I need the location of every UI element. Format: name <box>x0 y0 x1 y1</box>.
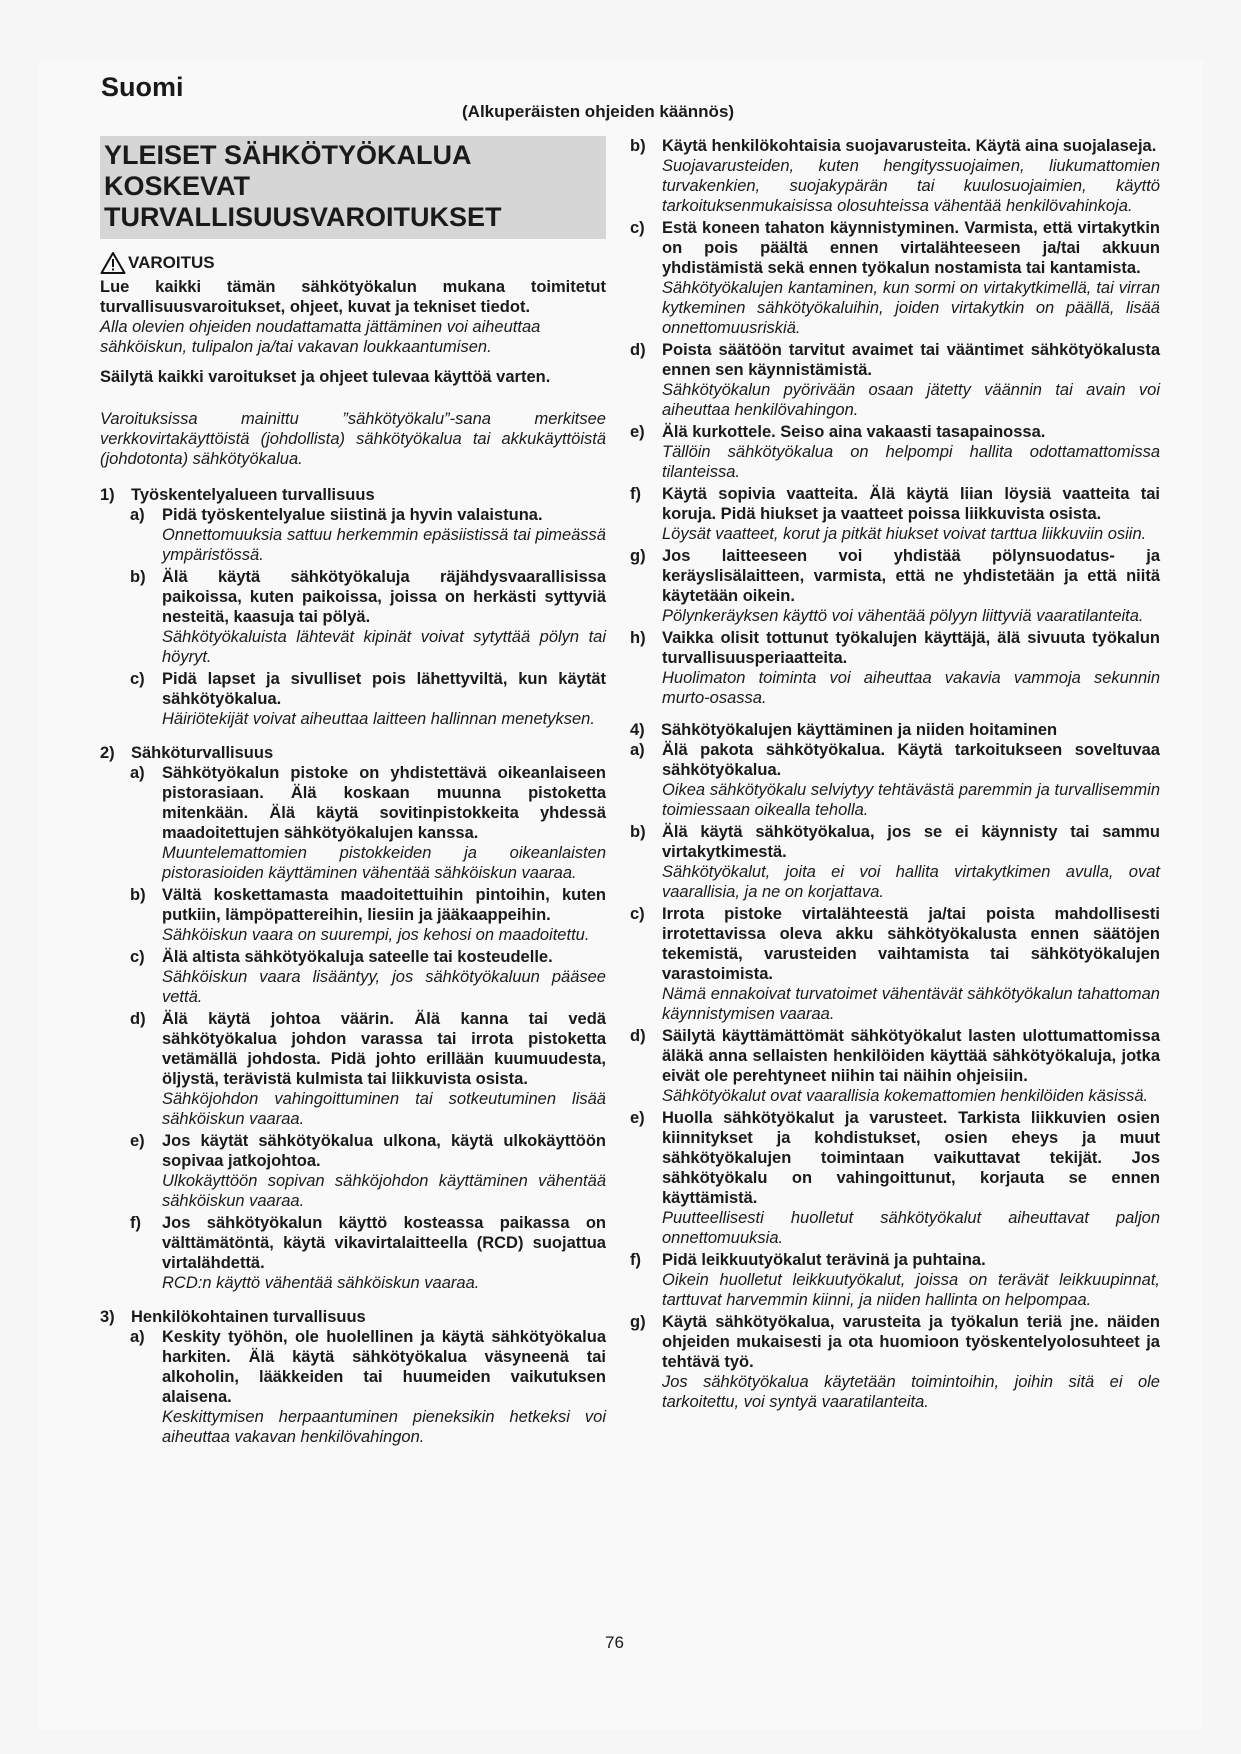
list-item <box>130 505 606 567</box>
item-body <box>162 1213 606 1295</box>
list-item <box>630 740 1160 822</box>
item-note: Sähköiskun vaara on suurempi, jos kehosi on maadoitettu. <box>162 926 590 944</box>
list-item <box>130 567 606 669</box>
item-note: Sähköiskun vaara lisääntyy, jos sähkötyökaluun pääsee vettä. <box>162 968 606 1006</box>
right-column <box>630 136 1160 1414</box>
item-note: Sähkötyökalujen kantaminen, kun sormi on virtakytkimellä, tai virran kytkeminen sähkötyökaluihin, joiden virtakytkin on päällä, lisää onnettomuusriskiä. <box>662 279 1160 337</box>
list-item <box>630 422 1160 484</box>
item-note: Tällöin sähkötyökalua on helpompi hallita odottamattomissa tilanteissa. <box>662 443 1160 481</box>
item-body <box>662 218 1160 340</box>
item-rule: Älä käytä sähkötyökaluja räjähdysvaarallisissa paikoissa, kuten paikoissa, joissa on herkästi syttyviä nesteitä, kaasuja tai pölyä. <box>162 568 606 626</box>
item-note: Sähkötyökalun pyörivään osaan jätetty väännin tai avain voi aiheuttaa henkilövahingon. <box>662 381 1160 419</box>
list-item <box>630 484 1160 546</box>
item-rule: Älä käytä sähkötyökalua, jos se ei käynnisty tai sammu virtakytkimestä. <box>662 823 1160 861</box>
tool-use-section <box>630 720 1160 1414</box>
section-number: 3) <box>100 1308 115 1326</box>
warning-triangle-icon <box>100 251 126 275</box>
item-label: g) <box>630 1313 646 1331</box>
warning-consequence: Alla olevien ohjeiden noudattamatta jättäminen voi aiheuttaa sähköiskun, tulipalon ja/tai vakavan loukkaantumisen. <box>100 318 541 356</box>
item-note: Löysät vaatteet, korut ja pitkät hiukset voivat tarttua liikkuviin osiin. <box>662 525 1147 543</box>
list-item <box>130 885 606 947</box>
item-label: f) <box>630 485 641 503</box>
item-note: Sähkötyökaluista lähtevät kipinät voivat sytyttää pölyn tai höyryt. <box>162 628 606 666</box>
item-note: Pölynkeräyksen käyttö voi vähentää pölyyn liittyviä vaaratilanteita. <box>662 607 1144 625</box>
item-rule: Säilytä käyttämättömät sähkötyökalut lasten ulottumattomissa äläkä anna sellaisten henkilöiden käyttää sähkötyökaluja, jotka eivät ole perehtyneet niihin tai näihin ohjeisiin. <box>662 1027 1160 1085</box>
title-line: YLEISET SÄHKÖTYÖKALUA <box>104 140 472 170</box>
item-rule: Älä pakota sähkötyökalua. Käytä tarkoitukseen soveltuvaa sähkötyökalua. <box>662 741 1160 779</box>
item-label: d) <box>130 1010 146 1028</box>
item-note: Sähköjohdon vahingoittuminen tai sotkeutuminen lisää sähköiskun vaaraa. <box>162 1090 606 1128</box>
item-note: Onnettomuuksia sattuu herkemmin epäsiistissä tai pimeässä ympäristössä. <box>162 526 606 564</box>
section-heading <box>630 720 1160 740</box>
section-heading <box>100 485 606 505</box>
item-note: Keskittymisen herpaantuminen pieneksikin hetkeksi voi aiheuttaa vakavan henkilövahingon. <box>162 1408 606 1446</box>
list-item <box>630 218 1160 340</box>
item-label: h) <box>630 629 646 647</box>
item-body <box>162 669 606 731</box>
item-note: Huolimaton toiminta voi aiheuttaa vakavia vammoja sekunnin murto-osassa. <box>662 669 1160 707</box>
section-number: 1) <box>100 486 115 504</box>
item-label: f) <box>630 1251 641 1269</box>
list-item <box>130 1131 606 1213</box>
item-label: d) <box>630 1027 646 1045</box>
item-rule: Jos laitteeseen voi yhdistää pölynsuodatus- ja keräyslisälaitteen, varmista, että ne yhdistetään ja että niitä käytetään oikein. <box>662 547 1160 605</box>
warning-label: VAROITUS <box>128 253 215 272</box>
list-item <box>130 1327 606 1449</box>
item-rule: Sähkötyökalun pistoke on yhdistettävä oikeanlaiseen pistorasiaan. Älä koskaan muunna pistoketta mitenkään. Älä käytä sovitinpistokkeita yhdessä maadoitettujen sähkötyökalujen kanssa. <box>162 764 606 842</box>
title-line: KOSKEVAT <box>104 171 251 201</box>
list-item <box>630 136 1160 218</box>
warning-heading <box>100 251 606 275</box>
list-item <box>130 1213 606 1295</box>
section-title: Henkilökohtainen turvallisuus <box>131 1308 366 1326</box>
item-note: Häiriötekijät voivat aiheuttaa laitteen hallinnan menetyksen. <box>162 710 595 728</box>
personal-safety-continued <box>630 136 1160 710</box>
item-note: Oikein huolletut leikkuutyökalut, joissa on terävät leikkuupinnat, tarttuvat harvemmin kiinni, ja niiden hallinta on helpompaa. <box>662 1271 1160 1309</box>
power-tool-definition: Varoituksissa mainittu ”sähkötyökalu”-sana merkitsee verkkovirtakäyttöistä (johdollista) sähkötyökalua tai akkukäyttöistä (johdotonta) sähkötyökalua. <box>100 410 606 468</box>
item-rule: Pidä leikkuutyökalut terävinä ja puhtaina. <box>662 1251 986 1269</box>
item-label: e) <box>630 423 645 441</box>
list-item <box>130 1009 606 1131</box>
list-item <box>630 822 1160 904</box>
item-body <box>662 1312 1160 1414</box>
item-label: c) <box>130 670 145 688</box>
item-rule: Pidä työskentelyalue siistinä ja hyvin valaistuna. <box>162 506 543 524</box>
item-rule: Keskity työhön, ole huolellinen ja käytä sähkötyökalua harkiten. Älä käytä sähkötyökalua väsyneenä tai alkoholin, lääkkeiden tai huumeiden vaikutuksen alaisena. <box>162 1328 606 1406</box>
item-body <box>662 546 1160 628</box>
section-number: 2) <box>100 744 115 762</box>
left-sections <box>100 485 606 1449</box>
item-rule: Vältä koskettamasta maadoitettuihin pintoihin, kuten putkiin, lämpöpattereihin, liesiin ja jääkaappeihin. <box>162 886 606 924</box>
item-body <box>162 763 606 885</box>
item-label: b) <box>130 886 146 904</box>
item-body <box>162 947 606 1009</box>
list-item <box>130 669 606 731</box>
item-note: Jos sähkötyökalua käytetään toimintoihin, joihin sitä ei ole tarkoitettu, voi syntyä vaaratilanteita. <box>662 1373 1160 1411</box>
section-heading <box>100 1307 606 1327</box>
item-rule: Irrota pistoke virtalähteestä ja/tai poista mahdollisesti irrotettavissa oleva akku sähkötyökalusta ennen säätöjen tekemistä, varusteiden vaihtamista tai sähkötyökalujen varastoimista. <box>662 905 1160 983</box>
section-title: Työskentelyalueen turvallisuus <box>131 486 375 504</box>
item-label: e) <box>130 1132 145 1150</box>
list-item <box>630 1312 1160 1414</box>
item-body <box>162 567 606 669</box>
keep-instructions: Säilytä kaikki varoitukset ja ohjeet tulevaa käyttöä varten. <box>100 368 551 386</box>
item-rule: Käytä sopivia vaatteita. Älä käytä liian löysiä vaatteita tai koruja. Pidä hiukset ja vaatteet poissa liikkuvista osista. <box>662 485 1160 523</box>
language-heading: Suomi <box>101 72 184 102</box>
translation-note: (Alkuperäisten ohjeiden käännös) <box>462 102 735 121</box>
item-rule: Estä koneen tahaton käynnistyminen. Varmista, että virtakytkin on pois päältä ennen virtalähteeseen ja/tai akkuun yhdistämistä sekä ennen työkalun nostamista tai kantamista. <box>662 219 1160 277</box>
item-body <box>162 1131 606 1213</box>
section-title: Sähköturvallisuus <box>131 744 274 762</box>
item-rule: Poista säätöön tarvitut avaimet tai vääntimet sähkötyökalusta ennen sen käynnistämistä. <box>662 341 1160 379</box>
item-label: a) <box>130 1328 145 1346</box>
item-rule: Käytä henkilökohtaisia suojavarusteita. Käytä aina suojalaseja. <box>662 137 1157 155</box>
list-item <box>130 763 606 885</box>
item-body <box>162 885 606 947</box>
list-item <box>630 1250 1160 1312</box>
item-note: RCD:n käyttö vähentää sähköiskun vaaraa. <box>162 1274 480 1292</box>
item-body <box>662 822 1160 904</box>
item-body <box>162 1327 606 1449</box>
section-heading <box>100 743 606 763</box>
item-body <box>662 340 1160 422</box>
item-rule: Älä kurkottele. Seiso aina vakaasti tasapainossa. <box>662 423 1046 441</box>
item-note: Ulkokäyttöön sopivan sähköjohdon käyttäminen vähentää sähköiskun vaaraa. <box>162 1172 606 1210</box>
item-body <box>662 628 1160 710</box>
item-label: c) <box>130 948 145 966</box>
item-body <box>662 904 1160 1026</box>
item-body <box>162 505 606 567</box>
item-label: f) <box>130 1214 141 1232</box>
item-note: Sähkötyökalut ovat vaarallisia kokemattomien henkilöiden käsissä. <box>662 1087 1149 1105</box>
item-label: a) <box>130 506 145 524</box>
list-item <box>630 904 1160 1026</box>
left-column <box>100 136 606 1449</box>
item-rule: Pidä lapset ja sivulliset pois lähettyviltä, kun käytät sähkötyökalua. <box>162 670 606 708</box>
item-rule: Vaikka olisit tottunut työkalujen käyttäjä, älä sivuuta työkalun turvallisuusperiaatteita. <box>662 629 1160 667</box>
item-label: d) <box>630 341 646 359</box>
section-number: 4) <box>630 721 645 739</box>
item-rule: Jos käytät sähkötyökalua ulkona, käytä ulkokäyttöön sopivaa jatkojohtoa. <box>162 1132 606 1170</box>
item-body <box>662 740 1160 822</box>
item-body <box>662 136 1160 218</box>
item-body <box>662 422 1160 484</box>
item-label: c) <box>630 219 645 237</box>
item-label: b) <box>630 823 646 841</box>
item-note: Oikea sähkötyökalu selviytyy tehtävästä paremmin ja turvallisemmin toimiessaan oikealla teholla. <box>662 781 1160 819</box>
item-label: g) <box>630 547 646 565</box>
item-note: Nämä ennakoivat turvatoimet vähentävät sähkötyökalun tahattoman käynnistymisen vaaraa. <box>662 985 1160 1023</box>
title-line: TURVALLISUUSVAROITUKSET <box>104 202 502 232</box>
item-rule: Jos sähkötyökalun käyttö kosteassa paikassa on välttämätöntä, käytä vikavirtalaitteella (RCD) suojattua virtalähdettä. <box>162 1214 606 1272</box>
item-body <box>162 1009 606 1131</box>
list-item <box>630 628 1160 710</box>
list-item <box>630 340 1160 422</box>
item-body <box>662 1250 1160 1312</box>
item-note: Sähkötyökalut, joita ei voi hallita virtakytkimen avulla, ovat vaarallisia, ja ne on korjattava. <box>662 863 1160 901</box>
section-title: Sähkötyökalujen käyttäminen ja niiden hoitaminen <box>661 721 1058 739</box>
safety-section <box>100 485 606 731</box>
item-label: e) <box>630 1109 645 1127</box>
item-label: c) <box>630 905 645 923</box>
safety-title-box <box>100 136 606 239</box>
item-note: Puutteellisesti huolletut sähkötyökalut aiheuttavat paljon onnettomuuksia. <box>662 1209 1160 1247</box>
item-body <box>662 1026 1160 1108</box>
list-item <box>130 947 606 1009</box>
safety-section <box>100 1307 606 1449</box>
page-number: 76 <box>605 1633 624 1652</box>
item-rule: Huolla sähkötyökalut ja varusteet. Tarkista liikkuvien osien kiinnitykset ja kohdistukset, osien eheys ja muut sähkötyökalujen toimintaan vaikuttavat tekijät. Jos sähkötyökalu on vahingoittunut, korjauta se ennen käyttämistä. <box>662 1109 1160 1207</box>
list-item <box>630 1108 1160 1250</box>
item-rule: Älä altista sähkötyökaluja sateelle tai kosteudelle. <box>162 948 553 966</box>
item-label: a) <box>630 741 645 759</box>
list-item <box>630 546 1160 628</box>
item-body <box>662 484 1160 546</box>
item-note: Suojavarusteiden, kuten hengityssuojaimen, liukumattomien turvakenkien, suojakypärän tai kuulosuojaimien, käyttö tarkoituksenmukaisissa olosuhteissa vähentää henkilövahinkoja. <box>662 157 1160 215</box>
item-label: b) <box>630 137 646 155</box>
item-body <box>662 1108 1160 1250</box>
item-label: b) <box>130 568 146 586</box>
item-rule: Älä käytä johtoa väärin. Älä kanna tai vedä sähkötyökalua johdon varassa tai irrota pistoketta vetämällä johdosta. Pidä johto erillään kuumuudesta, öljystä, terävistä kulmista tai liikkuvista osista. <box>162 1010 606 1088</box>
item-label: a) <box>130 764 145 782</box>
safety-section <box>100 743 606 1295</box>
item-rule: Käytä sähkötyökalua, varusteita ja työkalun teriä jne. näiden ohjeiden mukaisesti ja ota huomioon työskentelyolosuhteet ja tehtävä työ. <box>662 1313 1160 1371</box>
list-item <box>630 1026 1160 1108</box>
warning-read-all: Lue kaikki tämän sähkötyökalun mukana toimitetut turvallisuusvaroitukset, ohjeet, kuvat ja tekniset tiedot. <box>100 278 606 316</box>
item-note: Muuntelemattomien pistokkeiden ja oikeanlaisten pistorasioiden käyttäminen vähentää sähköiskun vaaraa. <box>162 844 606 882</box>
